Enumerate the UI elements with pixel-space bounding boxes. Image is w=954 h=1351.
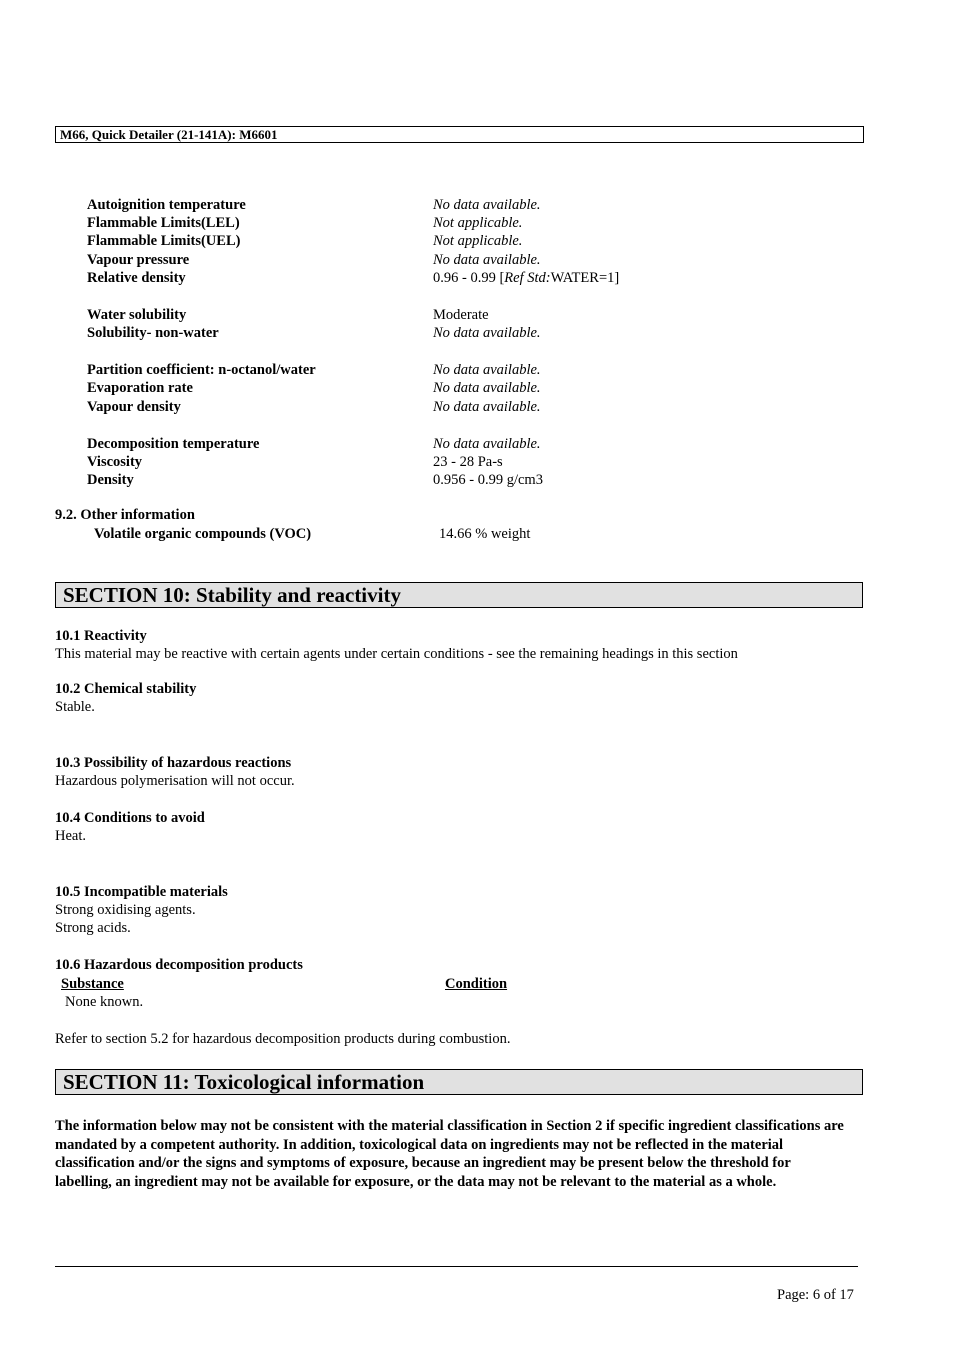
property-label: Viscosity [87,454,143,470]
footer-divider [55,1266,858,1267]
property-label: Density [87,472,134,488]
property-value: No data available. [433,197,541,213]
property-label: Evaporation rate [87,380,193,396]
refer-text: Refer to section 5.2 for hazardous decomposition products during combustion. [55,1031,511,1047]
property-label: Vapour density [87,399,181,415]
property-value: Not applicable. [433,215,523,231]
property-label: Flammable Limits(UEL) [87,233,241,249]
relative-density-ref: Ref Std: [504,270,551,286]
stability-heading: 10.2 Chemical stability [55,681,197,697]
conditions-text: Heat. [55,828,86,844]
property-value: No data available. [433,325,541,341]
property-value: 0.956 - 0.99 g/cm3 [433,472,543,488]
property-value: Not applicable. [433,233,523,249]
property-value: No data available. [433,380,541,396]
decomposition-value: None known. [65,994,144,1010]
reactivity-text: This material may be reactive with certain agents under certain conditions - see the remaining headings in this section [55,646,738,662]
relative-density-value [433,269,619,287]
section-10-title: SECTION 10: Stability and reactivity [55,582,863,608]
section-11-title: SECTION 11: Toxicological information [55,1069,863,1095]
decomposition-heading: 10.6 Hazardous decomposition products [55,957,303,973]
property-value: No data available. [433,436,541,452]
property-label: Solubility- non-water [87,325,219,341]
page-number: Page: 6 of 17 [777,1287,854,1303]
stability-text: Stable. [55,699,95,715]
property-label: Decomposition temperature [87,436,260,452]
property-label: Flammable Limits(LEL) [87,215,240,231]
incompatible-item: Strong acids. [55,920,131,936]
column-header-substance: Substance [61,976,124,992]
voc-value: 14.66 % weight [439,526,531,542]
relative-density-range: 0.96 - 0.99 [ [433,270,505,286]
conditions-heading: 10.4 Conditions to avoid [55,810,205,826]
incompatible-item: Strong oxidising agents. [55,902,196,918]
hazardous-reactions-text: Hazardous polymerisation will not occur. [55,773,295,789]
property-label: Relative density [87,270,186,286]
property-label: Partition coefficient: n-octanol/water [87,362,316,378]
property-value: No data available. [433,252,541,268]
property-value: 23 - 28 Pa-s [433,454,503,470]
property-value: No data available. [433,362,541,378]
reactivity-heading: 10.1 Reactivity [55,628,147,644]
other-info-heading: 9.2. Other information [55,507,195,523]
property-value: Moderate [433,307,489,323]
relative-density-std: WATER=1] [550,270,620,286]
incompatible-heading: 10.5 Incompatible materials [55,884,228,900]
column-header-condition: Condition [445,976,508,992]
hazardous-reactions-heading: 10.3 Possibility of hazardous reactions [55,755,292,771]
property-label: Vapour pressure [87,252,190,268]
document-header-title: M66, Quick Detailer (21-141A): M6601 [55,126,864,143]
section-11-intro: The information below may not be consistent with the material classification in Section 2 if specific ingredient classifications are mandated by a competent authority. In addition, toxicological data on ingredients may not be reflected in the material classification and/or the signs and symptoms of exposure, because an ingredient may be present below the threshold for labelling, an ingredient may not be available for exposure, or the data may not be relevant to the material as a whole. [55,1118,844,1190]
property-label: Water solubility [87,307,187,323]
property-label: Autoignition temperature [87,197,246,213]
property-value: No data available. [433,399,541,415]
voc-label: Volatile organic compounds (VOC) [94,526,312,542]
